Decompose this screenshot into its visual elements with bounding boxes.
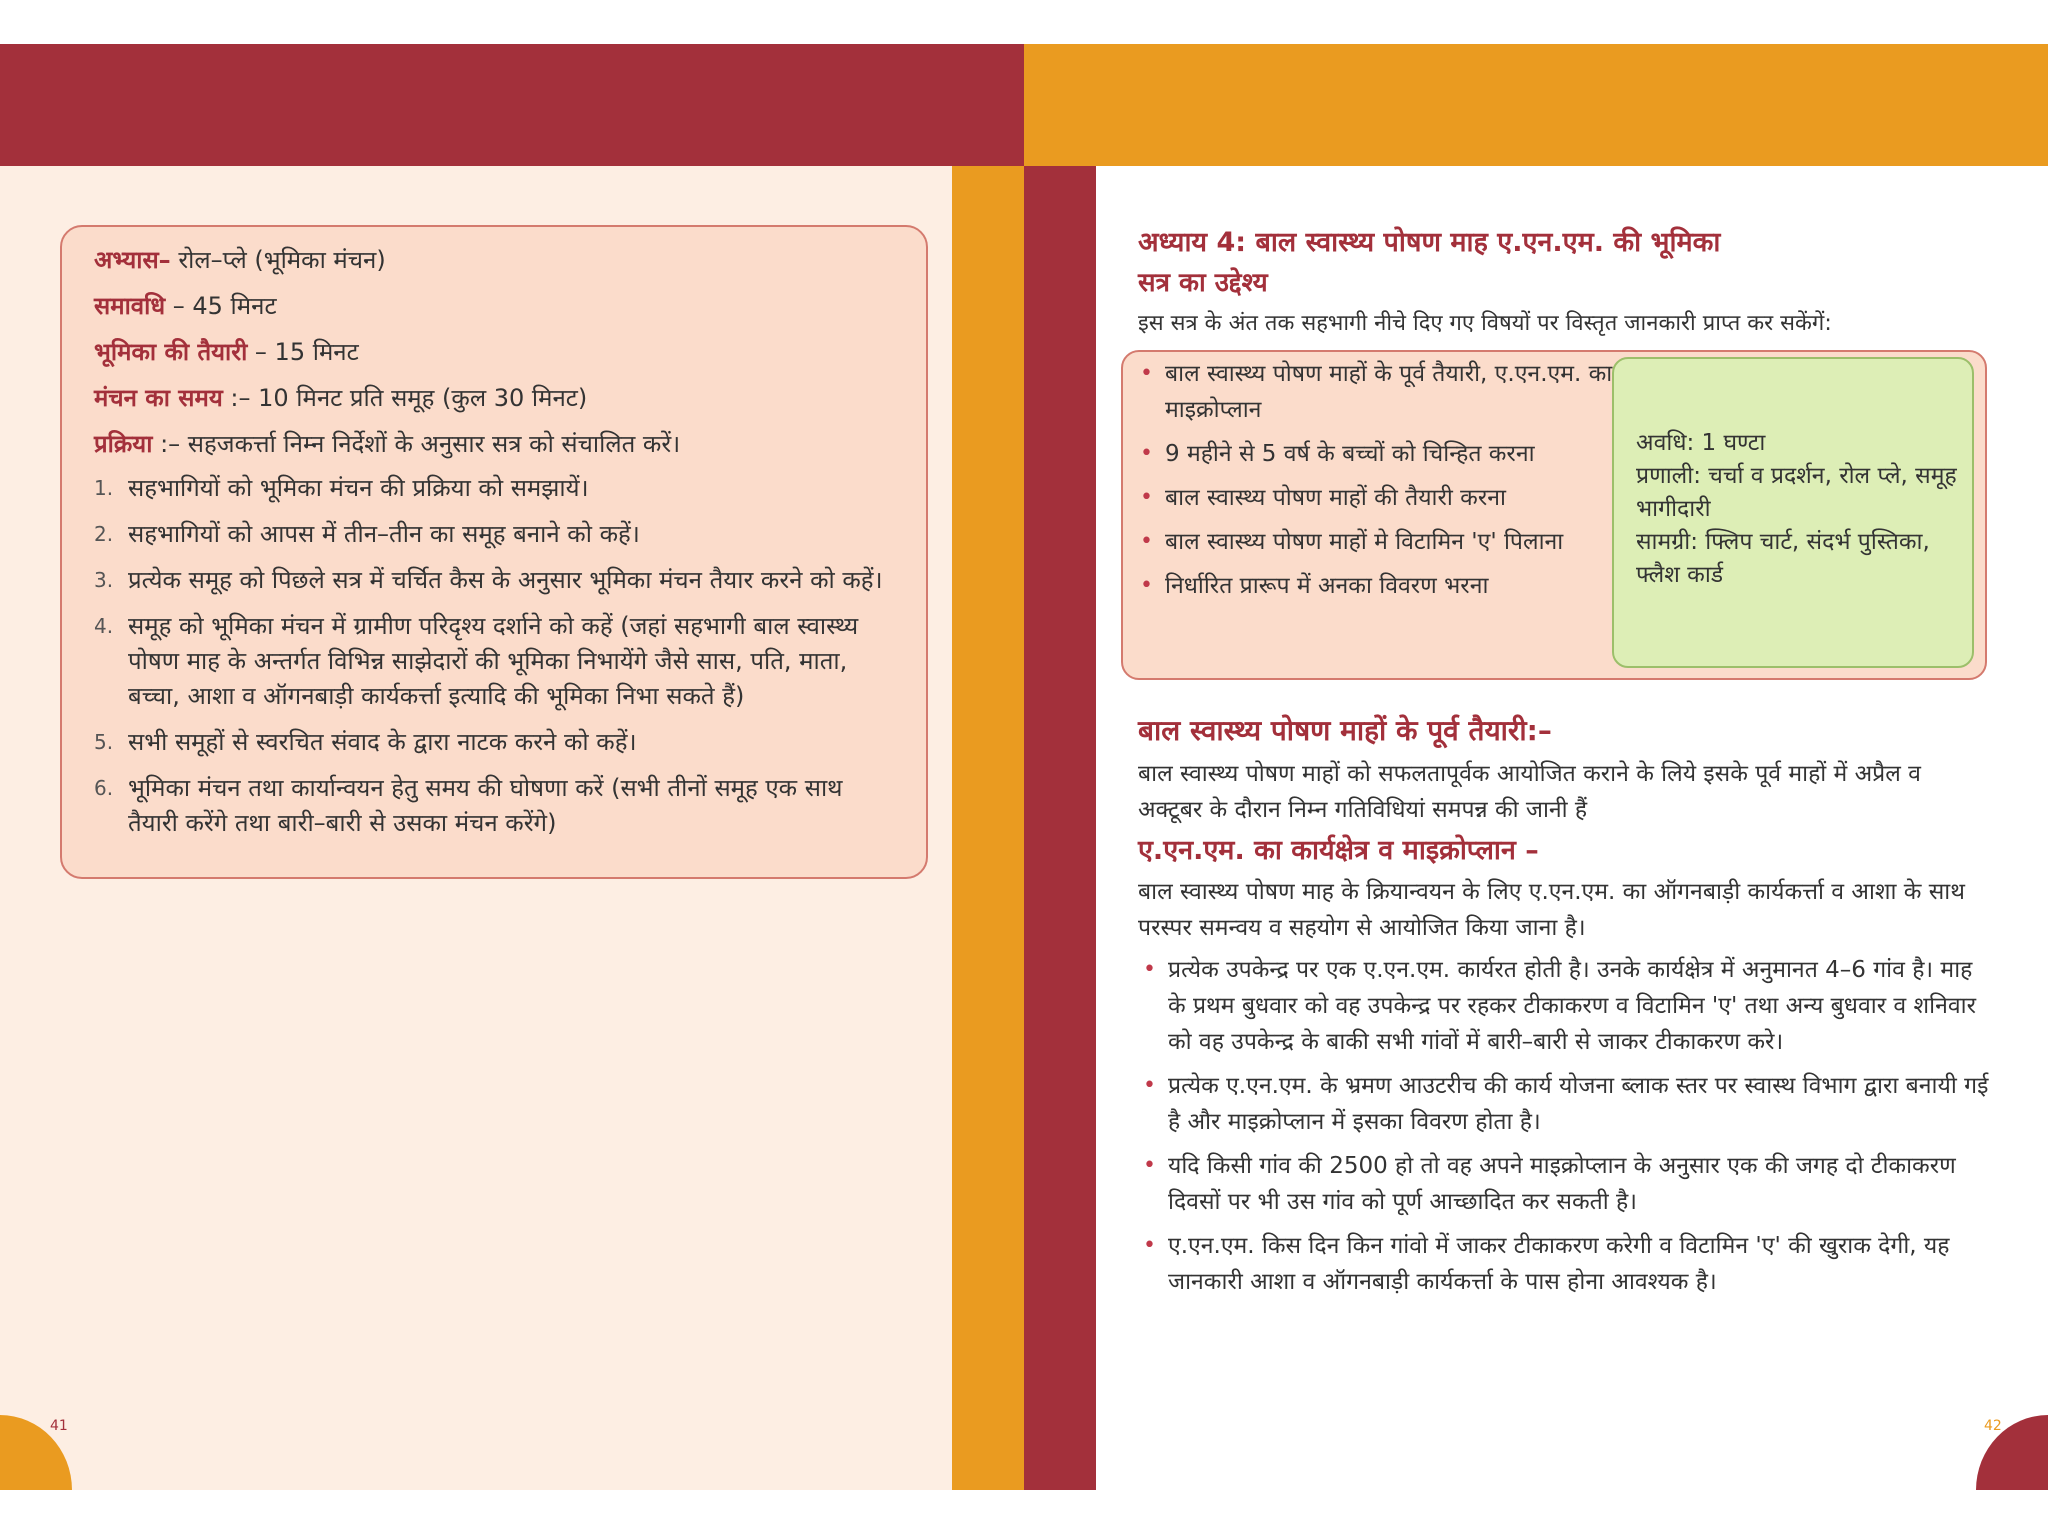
- right-page-spine-stripe: [1024, 166, 1096, 1490]
- list-item: • बाल स्वास्थ्य पोषण माहों मे विटामिन 'ए' पिलाना: [1140, 529, 1564, 555]
- process-row: [94, 429, 896, 459]
- objective-intro: इस सत्र के अंत तक सहभागी नीचे दिए गए विषयों पर विस्तृत जानकारी प्राप्त कर सकेंगें:: [1138, 311, 1832, 336]
- staging-time-row: [94, 383, 896, 413]
- chapter-title: अध्याय 4: बाल स्वास्थ्य पोषण माह ए.एन.एम. की भूमिका: [1138, 227, 1721, 258]
- info-materials: सामग्री: फ्लिप चार्ट, संदर्भ पुस्तिका, फ्लैश कार्ड: [1636, 529, 1930, 588]
- point-text: ए.एन.एम. किस दिन किन गांवो में जाकर टीकाकरण करेगी व विटामिन 'ए' की खुराक देगी, यह जानकारी आशा व ऑगनबाड़ी कार्यकर्त्ता के पास होना आवश्यक है।: [1168, 1233, 1950, 1295]
- point-text: प्रत्येक उपकेन्द्र पर एक ए.एन.एम. कार्यरत होती है। उनके कार्यक्षेत्र में अनुमानत 4–6 गांव है। माह के प्रथम बुधवार को वह उपकेन्द्र पर रहकर टीकाकरण व विटामिन 'ए' तथा अन्य बुधवार व शनिवार को वह उपकेन्द्र के बाकी सभी गांवों में बारी–बारी से जाकर टीकाकरण करे।: [1168, 957, 1977, 1055]
- area-text: बाल स्वास्थ्य पोषण माह के क्रियान्वयन के लिए ए.एन.एम. का ऑगनबाड़ी कार्यकर्त्ता व आशा के साथ परस्पर समन्वय व सहयोग से आयोजित किया जाना है।: [1138, 879, 1965, 941]
- duration-value: – 45 मिनट: [165, 292, 277, 320]
- left-page-spine-stripe: [952, 166, 1024, 1490]
- prep-time-row: [94, 337, 896, 367]
- list-item: [94, 471, 896, 506]
- info-method: प्रणाली: चर्चा व प्रदर्शन, रोल प्ले, समूह भागीदारी: [1636, 463, 1957, 522]
- objective-text: बाल स्वास्थ्य पोषण माहों के पूर्व तैयारी, ए.एन.एम. का माइक्रोप्लान: [1165, 361, 1613, 423]
- step-text: सहभागियों को भूमिका मंचन की प्रक्रिया को समझायें।: [128, 474, 589, 502]
- list-item: • प्रत्येक उपकेन्द्र पर एक ए.एन.एम. कार्यरत होती है। उनके कार्यक्षेत्र में अनुमानत 4–6 गांव है। माह के प्रथम बुधवार को वह उपकेन्द्र पर रहकर टीकाकरण व विटामिन 'ए' तथा अन्य बुधवार व शनिवार को वह उपकेन्द्र के बाकी सभी गांवों में बारी–बारी से जाकर टीकाकरण करे।: [1143, 957, 1977, 1055]
- list-item: • प्रत्येक ए.एन.एम. के भ्रमण आउटरीच की कार्य योजना ब्लाक स्तर पर स्वास्थ विभाग द्वारा बनायी गई है और माइक्रोप्लान में इसका विवरण होता है।: [1143, 1073, 1989, 1135]
- list-item: • यदि किसी गांव की 2500 हो तो वह अपने माइक्रोप्लान के अनुसार एक की जगह दो टीकाकरण दिवसों पर भी उस गांव को पूर्ण आच्छादित कर सकती है।: [1143, 1153, 1956, 1215]
- objective-heading: सत्र का उद्देश्य: [1138, 268, 1268, 298]
- step-number: 3.: [94, 568, 114, 592]
- list-item: • निर्धारित प्रारूप में अनका विवरण भरना: [1140, 573, 1489, 599]
- activity-box: [60, 225, 928, 879]
- process-value: :– सहजकर्त्ता निम्न निर्देशों के अनुसार सत्र को संचालित करें।: [152, 430, 681, 458]
- objective-text: बाल स्वास्थ्य पोषण माहों की तैयारी करना: [1165, 485, 1506, 511]
- prep-time-label: भूमिका की तैयारी: [94, 338, 248, 366]
- activity-row: [94, 245, 896, 275]
- step-number: 4.: [94, 614, 114, 638]
- process-steps-list: [94, 471, 896, 841]
- objective-text: बाल स्वास्थ्य पोषण माहों मे विटामिन 'ए' पिलाना: [1165, 529, 1564, 555]
- objective-text: निर्धारित प्रारूप में अनका विवरण भरना: [1165, 573, 1489, 599]
- header-band-right: [1024, 44, 2048, 166]
- prep-text: बाल स्वास्थ्य पोषण माहों को सफलतापूर्वक आयोजित कराने के लिये इसके पूर्व माहों में अप्रैल व अक्टूबर के दौरान निम्न गतिविधियां समपन्न की जानी हैं: [1138, 761, 1921, 823]
- header-band-left: [0, 44, 1024, 166]
- activity-label: अभ्यास–: [94, 246, 171, 274]
- step-text: भूमिका मंचन तथा कार्यान्वयन हेतु समय की घोषणा करें (सभी तीनों समूह एक साथ तैयारी करेंगे तथा बारी–बारी से उसका मंचन करेंगे): [128, 774, 843, 837]
- objectives-list: [1135, 356, 1613, 604]
- list-item: [94, 609, 896, 714]
- point-text: यदि किसी गांव की 2500 हो तो वह अपने माइक्रोप्लान के अनुसार एक की जगह दो टीकाकरण दिवसों पर भी उस गांव को पूर्ण आच्छादित कर सकती है।: [1168, 1153, 1956, 1215]
- step-text: समूह को भूमिका मंचन में ग्रामीण परिदृश्य दर्शाने को कहें (जहां सहभागी बाल स्वास्थ्य पोषण माह के अन्तर्गत विभिन्न साझेदारों की भूमिका निभायेंगे जैसे सास, पति, माता, बच्चा, आशा व ऑगनबाड़ी कार्यकर्त्ता इत्यादि की भूमिका निभा सकते हैं): [128, 612, 859, 710]
- activity-value: रोल–प्ले (भूमिका मंचन): [170, 246, 386, 274]
- duration-row: [94, 291, 896, 321]
- list-item: [94, 771, 896, 841]
- prep-heading: बाल स्वास्थ्य पोषण माहों के पूर्व तैयारी:–: [1138, 714, 1552, 747]
- page-number-right: 42: [1984, 1418, 2002, 1434]
- session-info-box: [1612, 357, 1974, 668]
- step-text: सहभागियों को आपस में तीन–तीन का समूह बनाने को कहें।: [128, 520, 640, 548]
- step-text: सभी समूहों से स्वरचित संवाद के द्वारा नाटक करने को कहें।: [128, 728, 637, 756]
- info-duration: अवधि: 1 घण्टा: [1636, 430, 1766, 456]
- staging-time-label: मंचन का समय: [94, 384, 223, 412]
- area-points-list: [1138, 952, 1990, 1300]
- list-item: • बाल स्वास्थ्य पोषण माहों के पूर्व तैयारी, ए.एन.एम. का माइक्रोप्लान: [1140, 361, 1613, 423]
- step-text: प्रत्येक समूह को पिछले सत्र में चर्चित कैस के अनुसार भूमिका मंचन तैयार करने को कहें।: [128, 566, 883, 594]
- list-item: [94, 517, 896, 552]
- point-text: प्रत्येक ए.एन.एम. के भ्रमण आउटरीच की कार्य योजना ब्लाक स्तर पर स्वास्थ विभाग द्वारा बनायी गई है और माइक्रोप्लान में इसका विवरण होता है।: [1168, 1073, 1989, 1135]
- page-number-left: 41: [50, 1418, 68, 1434]
- step-number: 5.: [94, 730, 114, 754]
- list-item: • ए.एन.एम. किस दिन किन गांवो में जाकर टीकाकरण करेगी व विटामिन 'ए' की खुराक देगी, यह जानकारी आशा व ऑगनबाड़ी कार्यकर्त्ता के पास होना आवश्यक है।: [1143, 1233, 1950, 1295]
- list-item: • बाल स्वास्थ्य पोषण माहों की तैयारी करना: [1140, 485, 1506, 511]
- process-label: प्रक्रिया: [94, 430, 153, 458]
- list-item: [94, 563, 896, 598]
- step-number: 6.: [94, 776, 114, 800]
- list-item: • 9 महीने से 5 वर्ष के बच्चों को चिन्हित करना: [1140, 441, 1535, 467]
- objective-text: 9 महीने से 5 वर्ष के बच्चों को चिन्हित करना: [1165, 441, 1535, 467]
- prep-time-value: – 15 मिनट: [247, 338, 359, 366]
- list-item: [94, 725, 896, 760]
- step-number: 2.: [94, 522, 114, 546]
- staging-time-value: :– 10 मिनट प्रति समूह (कुल 30 मिनट): [222, 384, 588, 412]
- step-number: 1.: [94, 476, 114, 500]
- area-heading: ए.एन.एम. का कार्यक्षेत्र व माइक्रोप्लान –: [1138, 835, 1539, 866]
- duration-label: समावधि: [94, 292, 166, 320]
